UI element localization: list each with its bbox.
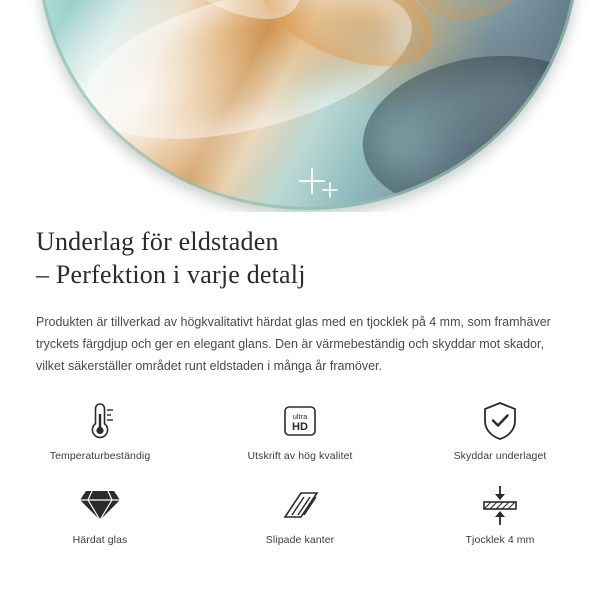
feature-item-print-quality: [200, 398, 400, 462]
glass-plate-image: [38, 0, 578, 210]
thermometer-icon: [82, 398, 118, 444]
feature-item-tempered-glass: [0, 482, 200, 546]
feature-item-protection: [400, 398, 600, 462]
feature-label: Skyddar underlaget: [453, 450, 547, 462]
description-paragraph: Produkten är tillverkad av högkvalitativt härdat glas med en tjocklek på 4 mm, som framhäver tryckets färgdjup och ger en elegant glans. Den är värmebeständig och skyddar mot skador, vilket säkerställer området runt eldstaden i många år framöver.: [36, 315, 551, 373]
description-block: [0, 225, 600, 377]
feature-label: Temperaturbeständig: [49, 450, 151, 462]
feature-label: Tjocklek 4 mm: [465, 534, 535, 546]
feature-label: Slipade kanter: [265, 534, 335, 546]
thickness-arrows-icon: [479, 482, 521, 528]
headline-line-1: Underlag för eldstaden: [36, 227, 279, 256]
diamond-icon: [78, 482, 122, 528]
feature-item-temperature: [0, 398, 200, 462]
svg-text:HD: HD: [292, 421, 308, 433]
polished-edges-icon: [279, 482, 321, 528]
shield-check-icon: [480, 398, 520, 444]
feature-grid: [0, 398, 600, 546]
ultra-hd-icon: [279, 398, 321, 444]
feature-label: Utskrift av hög kvalitet: [247, 450, 353, 462]
feature-label: Härdat glas: [72, 534, 128, 546]
headline-line-2: – Perfektion i varje detalj: [36, 260, 306, 289]
hero-image: [0, 0, 600, 212]
page-title: [0, 225, 600, 291]
feature-item-thickness: [400, 482, 600, 546]
svg-text:ultra: ultra: [292, 412, 308, 421]
feature-item-polished-edges: [200, 482, 400, 546]
